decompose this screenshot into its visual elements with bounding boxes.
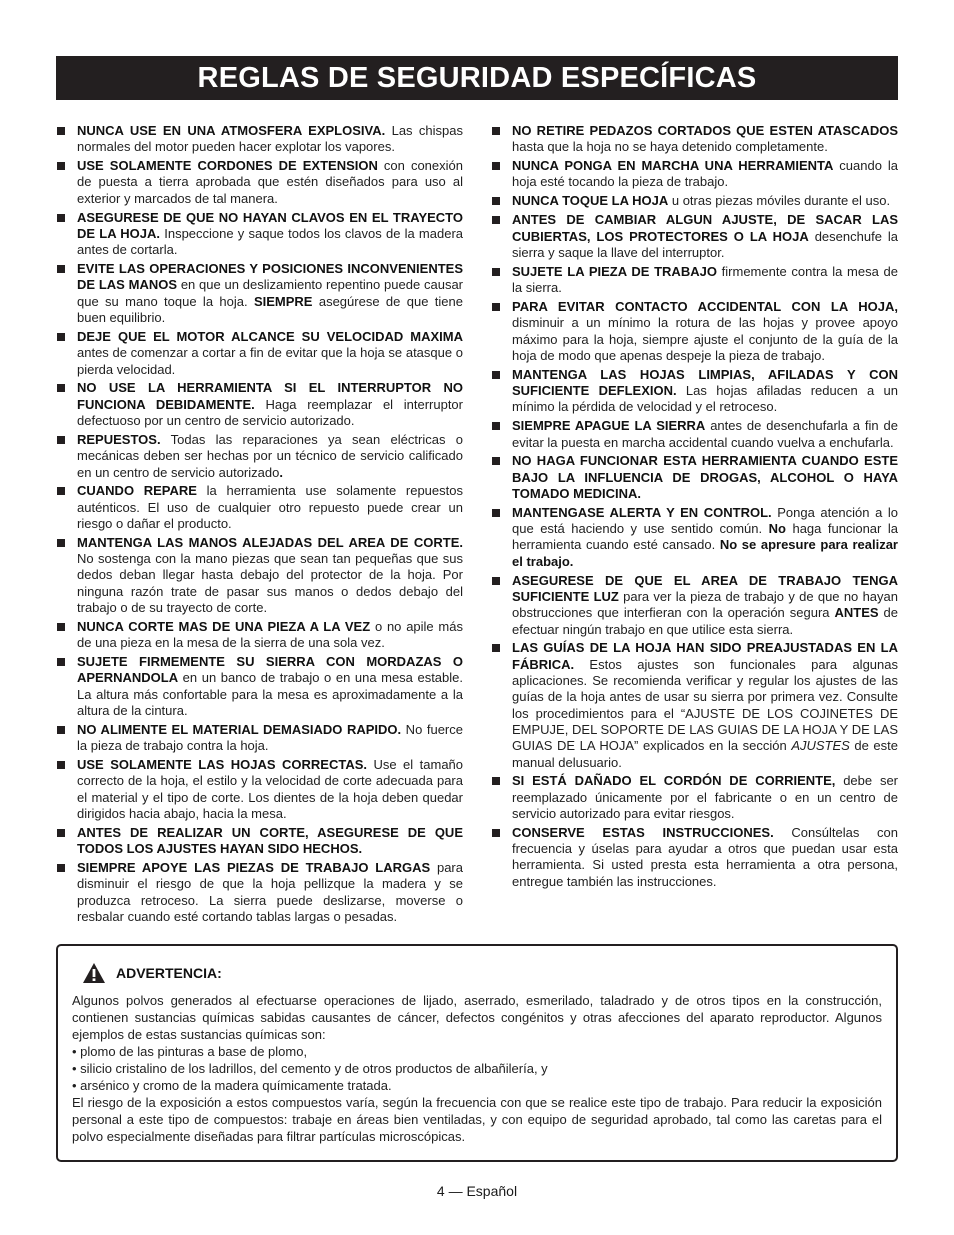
square-bullet-icon [492,127,500,135]
rule-emphasis: SIEMPRE APAGUE LA SIERRA [512,418,706,434]
square-bullet-icon [492,268,500,276]
safety-rule [57,210,463,259]
rule-emphasis: LAS GUÍAS DE LA HOJA HAN SIDO PREAJUSTADAS EN LA FÁBRICA. [512,640,898,672]
square-bullet-icon [57,384,65,392]
safety-rule [492,299,898,364]
square-bullet-icon [492,197,500,205]
safety-rule [492,212,898,261]
rule-text: Estos ajustes son funcionales para algunas aplicaciones. Se recomienda verificar y regular los ajustes de las guías de la hoja antes de usar su sierra por primera vez. Consulte los procedimientos para el “AJUSTE DE LOS COJINETES DE EMPUJE, DEL SOPORTE DE LAS GUIAS DE LA HOJA Y DE LAS GUIAS DE LA HOJA” explicados en la sección [512,656,898,754]
warning-list-item: • arsénico y cromo de la madera químicamente tratada. [72,1078,392,1093]
square-bullet-icon [57,333,65,341]
rule-emphasis: USE SOLAMENTE LAS HOJAS CORRECTAS. [77,757,367,773]
rule-text: con conexión de puesta a tierra aprobada que estén diseñados para uso al exterior y marcados de tal manera. [77,158,463,206]
rule-emphasis: ASEGURESE DE QUE NO HAYAN CLAVOS EN EL TRAYECTO DE LA HOJA. [77,209,463,241]
rule-text: hasta que la hoja no se haya detenido completamente. [512,139,828,155]
safety-rule [57,619,463,652]
rule-text: Haga reemplazar el interruptor defectuoso por un centro de servicio autorizado. [77,396,463,429]
rule-emphasis: CONSERVE ESTAS INSTRUCCIONES. [512,824,774,840]
rule-text: u otras piezas móviles durante el uso. [668,193,891,209]
rule-emphasis: NUNCA PONGA EN MARCHA UNA HERRAMIENTA [512,158,834,174]
square-bullet-icon [492,777,500,785]
rule-emphasis: MANTENGA LAS MANOS ALEJADAS DEL AREA DE CORTE. [77,534,463,550]
warning-box [56,944,898,1162]
rule-text: No sostenga con la mano piezas que sean tan pequeñas que sus dedos deban llegar hasta debajo del protector de la hoja. Por ninguna razón trate de pasar sus manos o dedos debajo del trabajo o de su trayecto de corte. [77,551,463,616]
square-bullet-icon [57,761,65,769]
rule-text: No fuerce la pieza de trabajo contra la hoja. [77,721,463,754]
safety-rule [57,722,463,755]
square-bullet-icon [492,162,500,170]
square-bullet-icon [57,487,65,495]
square-bullet-icon [57,265,65,273]
safety-rule [492,264,898,297]
safety-rule [492,573,898,638]
rule-text: Consúltelas con frecuencia y úselas para ayudar a otros que puedan usar esta herramienta. Si usted presta esta herramienta a otra persona, entregue también las instrucciones. [512,824,898,889]
warning-outro: El riesgo de la exposición a estos compuestos varía, según la frecuencia con que se realice este tipo de trabajo. Para reducir la exposición personal a este tipo de compuestos: trabaje en áreas bien ventiladas, y con equipo de seguridad aprobado, tal como las caretas para el polvo especialmente diseñadas para filtrar partículas microscópicas. [72,1095,882,1144]
right-column [492,123,898,893]
rule-text: debe ser reemplazado únicamente por el fabricante o en un centro de servicio autorizado para evitar riesgos. [512,773,899,821]
rule-text: Inspeccione y saque todos los clavos de la madera antes de cortarla. [77,225,464,258]
safety-rule [57,860,463,925]
safety-rule [57,261,463,326]
rule-emphasis: ANTES [834,605,879,621]
rule-italic: AJUSTES [791,738,850,754]
safety-rule [492,825,898,890]
rule-emphasis: MANTENGA LAS HOJAS LIMPIAS, AFILADAS Y CON SUFICIENTE DEFLEXION. [512,366,898,399]
rule-emphasis: No [768,521,786,537]
warning-body [72,992,882,1145]
rule-emphasis: MANTENGASE ALERTA Y EN CONTROL. [512,504,772,520]
square-bullet-icon [57,864,65,872]
warning-list-item: • silicio cristalino de los ladrillos, del cemento y de otros productos de albañilería, y [72,1061,548,1076]
safety-rule [492,453,898,502]
safety-rule [57,380,463,429]
rule-emphasis: NUNCA USE EN UNA ATMOSFERA EXPLOSIVA. [77,123,386,138]
rule-emphasis: SI ESTÁ DAÑADO EL CORDÓN DE CORRIENTE, [512,773,836,789]
rule-emphasis: SIEMPRE [253,293,313,309]
safety-rule [492,418,898,451]
square-bullet-icon [492,644,500,652]
rule-emphasis: NUNCA TOQUE LA HOJA [512,193,669,209]
rule-text: desenchufe la sierra y saque la llave del interruptor. [512,228,898,260]
rule-text: Ponga atención a lo que está haciendo y use sentido común. [512,504,898,537]
rule-emphasis: USE SOLAMENTE CORDONES DE EXTENSION [77,158,378,174]
square-bullet-icon [492,216,500,224]
rule-text: asegúrese de que tiene buen equilibrio. [77,293,463,326]
rule-text: la herramienta use solamente repuestos auténticos. El uso de cualquier otro repuesto puede crear un riesgo o dañar el producto. [77,483,463,531]
page-title: REGLAS DE SEGURIDAD ESPECÍFICAS [56,56,898,100]
rule-text: cuando la hoja esté tocando la pieza de trabajo. [512,158,898,190]
rule-emphasis: NO USE LA HERRAMIENTA SI EL INTERRUPTOR NO FUNCIONA DEBIDAMENTE. [77,380,463,412]
rule-text: antes de desenchufarla a fin de evitar la puesta en marcha accidental cuando vuelva a enchufarla. [512,418,898,450]
rule-text: antes de comenzar a cortar a fin de evitar que la hoja se atasque o pierda velocidad. [77,345,463,377]
safety-rule [57,432,463,481]
square-bullet-icon [57,539,65,547]
warning-list [72,1043,882,1094]
rule-text: firmemente contra la mesa de la sierra. [512,263,899,296]
square-bullet-icon [57,436,65,444]
rule-emphasis: EVITE LAS OPERACIONES Y POSICIONES INCONVENIENTES DE LAS MANOS [77,261,463,293]
warning-intro: Algunos polvos generados al efectuarse operaciones de lijado, aserrado, esmerilado, taladrado y de otros tipos en la construcción, contienen sustancias químicas sabidas causantes de cáncer, defectos congénitos y otras afecciones del aparato reproductor. Algunos ejemplos de estas sustancias químicas son: [72,993,882,1042]
rule-emphasis: SIEMPRE APOYE LAS PIEZAS DE TRABAJO LARGAS [77,860,431,876]
rule-emphasis: CUANDO REPARE [77,483,197,499]
rule-text: para ver la pieza de trabajo y de que no hayan obstrucciones que interfieran con la operación segura [512,588,898,621]
safety-rule [57,123,463,156]
rule-text: Todas las reparaciones ya sean eléctricas o mecánicas deben ser hechas por un técnico de servicio calificado en un centro de servicio autorizado [77,431,463,480]
warning-triangle-icon [82,962,106,984]
rule-text: Las chispas normales del motor pueden hacer explotar los vapores. [77,123,463,155]
safety-rule [57,654,463,719]
safety-rule [492,640,898,770]
rule-emphasis: DEJE QUE EL MOTOR ALCANCE SU VELOCIDAD MAXIMA [77,328,463,344]
square-bullet-icon [492,509,500,517]
square-bullet-icon [57,127,65,135]
rule-emphasis: NO HAGA FUNCIONAR ESTA HERRAMIENTA CUANDO ESTE BAJO LA INFLUENCIA DE DROGAS, ALCOHOL O HAYA TOMADO MEDICINA. [512,453,898,501]
square-bullet-icon [492,371,500,379]
safety-rule [57,329,463,378]
safety-rule [57,483,463,532]
rule-emphasis: SUJETE FIRMEMENTE SU SIERRA CON MORDAZAS O APERNANDOLA [77,654,463,686]
safety-rule [492,123,898,156]
rule-text: en que un deslizamiento repentino puede causar que su mano toque la hoja. [77,277,464,309]
rule-text: disminuir a un mínimo la rotura de las hojas y provee apoyo máximo para la hoja, siempre ajuste el conjunto de la guía de la hoja de modo que apenas despeje la pieza de trabajo. [512,315,898,363]
rule-emphasis: NO ALIMENTE EL MATERIAL DEMASIADO RAPIDO. [77,721,402,737]
rule-emphasis: ANTES DE CAMBIAR ALGUN AJUSTE, DE SACAR LAS CUBIERTAS, LOS PROTECTORES O LA HOJA [512,212,898,244]
rule-text: o no apile más de una pieza en la mesa de la sierra de una sola vez. [77,618,463,651]
safety-rule [57,158,463,207]
square-bullet-icon [57,623,65,631]
rule-emphasis: NUNCA CORTE MAS DE UNA PIEZA A LA VEZ [77,618,371,634]
square-bullet-icon [492,829,500,837]
rule-text: Las hojas afiladas reducen a un mínimo la pérdida de velocidad y el retroceso. [512,383,899,415]
safety-rule [57,535,463,616]
rule-emphasis: . [279,464,283,480]
rule-emphasis: ASEGURESE DE QUE EL AREA DE TRABAJO TENGA SUFICIENTE LUZ [512,572,898,604]
rule-text: para disminuir el riesgo de que la hoja pellizque la madera y se produzca retroceso. La sierra puede deslizarse, moverse o resbalar cuando esté cortando tablas largas o pesadas. [77,860,463,924]
safety-rule [57,757,463,822]
rule-emphasis: SUJETE LA PIEZA DE TRABAJO [512,263,717,279]
square-bullet-icon [57,829,65,837]
safety-rule [492,193,898,209]
rule-emphasis: NO RETIRE PEDAZOS CORTADOS QUE ESTEN ATASCADOS [512,123,898,138]
square-bullet-icon [492,422,500,430]
rule-emphasis: REPUESTOS. [77,431,161,447]
square-bullet-icon [57,658,65,666]
safety-rule [492,158,898,191]
square-bullet-icon [57,162,65,170]
safety-rule [492,367,898,416]
safety-rule [57,825,463,858]
left-column [57,123,463,928]
page-footer: 4 — Español [436,1183,518,1199]
rule-text: Use el tamaño correcto de la hoja, el estilo y la velocidad de corte adecuada para el material y el tipo de corte. Los dientes de la hoja deben quedar dirigidos hacia abajo, hacia la mesa. [77,757,464,821]
rule-text: de efectuar ningún trabajo en que utilice esta sierra. [512,605,898,637]
square-bullet-icon [492,577,500,585]
square-bullet-icon [492,303,500,311]
warning-header [82,960,882,986]
square-bullet-icon [57,214,65,222]
rule-text: haga funcionar la herramienta cuando esté cansado. [512,521,898,553]
warning-list-item: • plomo de las pinturas a base de plomo, [72,1044,308,1059]
safety-rule [492,773,898,822]
safety-rule [492,505,898,570]
rule-emphasis: PARA EVITAR CONTACTO ACCIDENTAL CON LA HOJA, [512,298,898,314]
square-bullet-icon [492,457,500,465]
rule-text: de este manual delusuario. [512,738,898,770]
warning-title: ADVERTENCIA: [116,965,222,981]
rule-text: en un banco de trabajo o en una mesa estable. La altura más confortable para la mesa es aproximadamente a la altura de la cintura. [77,670,463,719]
rule-emphasis: No se apresure para realizar el trabajo. [512,537,898,569]
rule-emphasis: ANTES DE REALIZAR UN CORTE, ASEGURESE DE QUE TODOS LOS AJUSTES HAYAN SIDO HECHOS. [77,824,463,857]
square-bullet-icon [57,726,65,734]
